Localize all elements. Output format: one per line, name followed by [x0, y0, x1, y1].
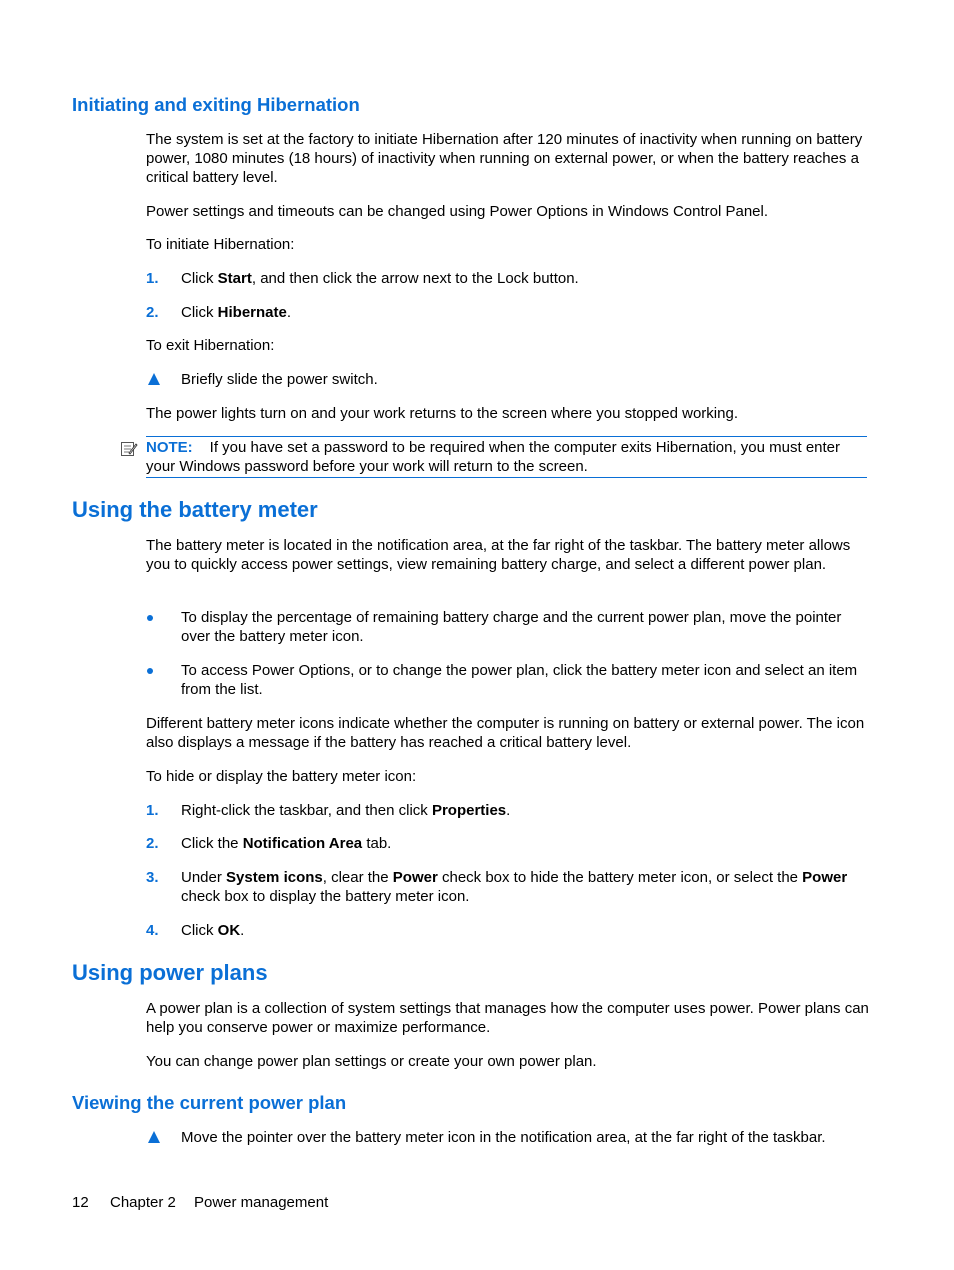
footer-chapter-title: Power management [194, 1194, 329, 1211]
paragraph: A power plan is a collection of system settings that manages how the computer uses power. Power plans can help you conserve power or maximize performance. [146, 1000, 869, 1036]
step-text: Click Start, and then click the arrow next to the Lock button. [181, 270, 579, 287]
paragraph: To hide or display the battery meter icon: [146, 768, 417, 785]
footer-chapter: Chapter 2 [110, 1194, 176, 1211]
step-number: 2. [146, 835, 159, 852]
paragraph: To initiate Hibernation: [146, 236, 295, 253]
step-number: 4. [146, 922, 159, 939]
note-top-rule [146, 436, 867, 437]
paragraph: To exit Hibernation: [146, 337, 275, 354]
triangle-bullet-icon [148, 373, 160, 385]
step-text: Right-click the taskbar, and then click Properties. [181, 802, 511, 819]
action-text: Briefly slide the power switch. [181, 371, 378, 388]
bullet-text: To display the percentage of remaining battery charge and the current power plan, move the pointer over the battery meter icon. [181, 609, 842, 645]
paragraph: The power lights turn on and your work returns to the screen where you stopped working. [146, 405, 738, 422]
step-text: Click OK. [181, 922, 245, 939]
note-text: NOTE: If you have set a password to be required when the computer exits Hibernation, you must enter your Windows password before your work will return to the screen. [146, 439, 841, 475]
step-text: Under System icons, clear the Power check box to hide the battery meter icon, or select the Power check box to display the battery meter icon. [181, 869, 848, 905]
page-number: 12 [72, 1194, 89, 1211]
bullet-text: To access Power Options, or to change the power plan, click the battery meter icon and select an item from the list. [181, 662, 858, 698]
section-heading-hibernation: Initiating and exiting Hibernation [72, 94, 360, 115]
step-text: Click the Notification Area tab. [181, 835, 392, 852]
action-text: Move the pointer over the battery meter icon in the notification area, at the far right of the taskbar. [181, 1129, 826, 1146]
note-bottom-rule [146, 477, 867, 478]
paragraph: The system is set at the factory to initiate Hibernation after 120 minutes of inactivity when running on battery power, 1080 minutes (18 hours) of inactivity when running on external power, or when the battery reaches a critical battery level. [146, 131, 863, 186]
paragraph: The battery meter is located in the notification area, at the far right of the taskbar. The battery meter allows you to quickly access power settings, view remaining battery charge, and select a different power plan. [146, 537, 851, 573]
triangle-bullet-icon [148, 1131, 160, 1143]
step-number: 2. [146, 304, 159, 321]
step-text: Click Hibernate. [181, 304, 292, 321]
bullet-dot-icon [147, 668, 153, 674]
section-heading-power-plans: Using power plans [72, 960, 268, 985]
paragraph: You can change power plan settings or create your own power plan. [146, 1053, 597, 1070]
step-number: 1. [146, 802, 159, 819]
step-number: 3. [146, 869, 159, 886]
paragraph: Different battery meter icons indicate whether the computer is running on battery or external power. The icon also displays a message if the battery has reached a critical battery level. [146, 715, 865, 751]
step-number: 1. [146, 270, 159, 287]
note-icon [120, 440, 138, 458]
bullet-dot-icon [147, 615, 153, 621]
paragraph: Power settings and timeouts can be changed using Power Options in Windows Control Panel. [146, 203, 769, 220]
note-label: NOTE: [146, 439, 193, 456]
section-heading-current-power-plan: Viewing the current power plan [72, 1092, 347, 1113]
section-heading-battery-meter: Using the battery meter [72, 497, 318, 522]
